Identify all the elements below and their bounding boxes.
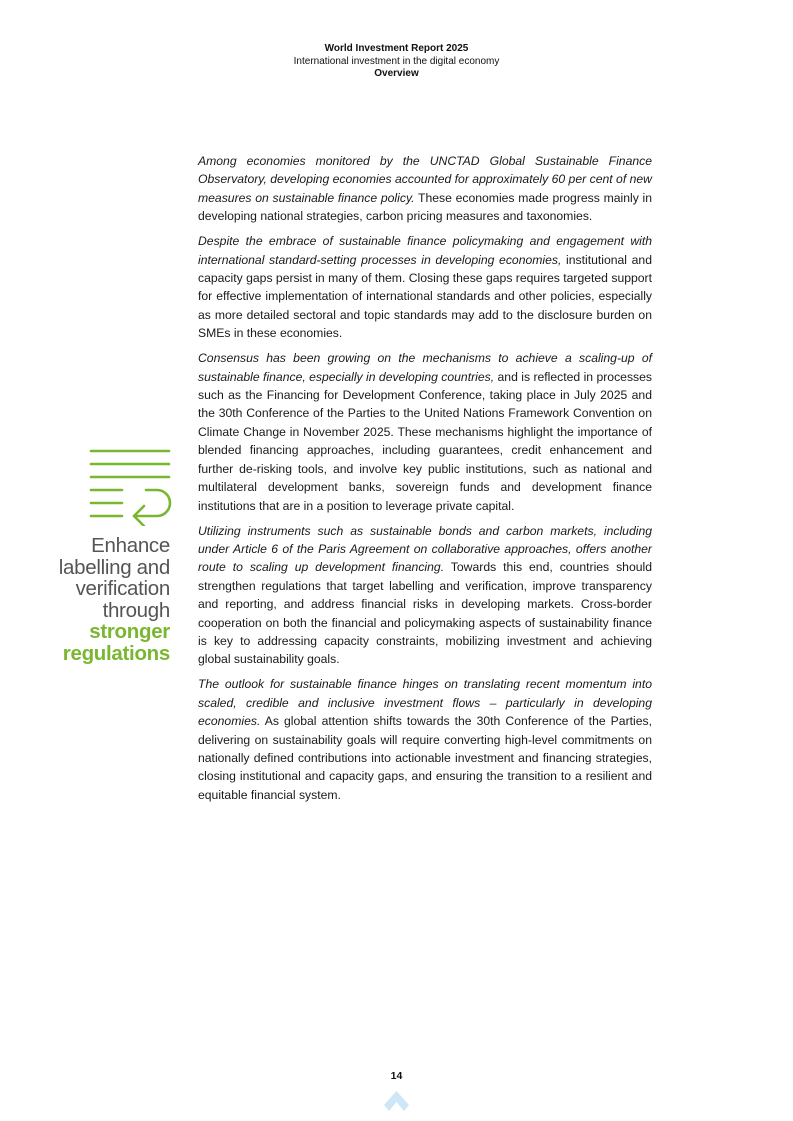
scroll-to-top-button[interactable] — [383, 1089, 410, 1114]
paragraph — [198, 349, 652, 515]
paragraph — [198, 522, 652, 669]
text-wrap-return-icon — [88, 446, 172, 526]
paragraph-lead: Consensus has been growing on the mechanisms to achieve a scaling-up of sustainable finance, especially in developing countries, — [198, 351, 652, 384]
caption-highlight: regulations — [62, 641, 170, 665]
paragraph — [198, 675, 652, 804]
paragraph-lead: Utilizing instruments such as sustainable bonds and carbon markets, including under Article 6 of the Paris Agreement on collaborative approaches, offers another route to scaling up development financing. — [198, 523, 652, 575]
page-header — [0, 43, 793, 81]
page-number: 14 — [390, 1070, 403, 1082]
chevron-up-icon — [383, 1089, 410, 1114]
caption-highlight: stronger — [89, 620, 170, 643]
paragraph-lead: Among economies monitored by the UNCTAD Global Sustainable Finance Observatory, developing economies accounted for approximately 60 per cent of new measures on sustainable finance policy. — [198, 154, 652, 205]
caption-line: Enhance — [91, 534, 170, 557]
body-text — [198, 152, 652, 811]
paragraph-body: These economies made progress mainly in developing national strategies, carbon pricing measures and taxonomies. — [198, 190, 652, 224]
paragraph-body: As global attention shifts towards the 30th Conference of the Parties, delivering on sustainability goals will require converting high-level commitments on nationally defined contributions into actionable investment and financing strategies, closing institutional and capacity gaps, and ensuring the transition to a resilient and equitable financial system. — [198, 714, 652, 802]
paragraph — [198, 152, 652, 226]
paragraph-body: institutional and capacity gaps persist in many of them. Closing these gaps requires targeted support for effective implementation of international standards and other policies, especially as more detailed sectoral and topic standards may add to the disclosure burden on SMEs in these economies. — [198, 252, 652, 341]
caption-line: through — [102, 598, 170, 622]
paragraph-lead: Despite the embrace of sustainable finance policymaking and engagement with international standard-setting processes in developing economies, — [198, 234, 652, 267]
caption-line: labelling and — [58, 555, 170, 579]
paragraph — [198, 232, 652, 342]
paragraph-lead: The outlook for sustainable finance hinges on translating recent momentum into scaled, credible and inclusive investment flows – particularly in developing economies. — [198, 677, 652, 729]
section-title: Overview — [374, 68, 419, 79]
caption-line: verification — [75, 577, 170, 600]
report-subtitle: International investment in the digital economy — [293, 55, 500, 67]
paragraph-body: and is reflected in processes such as the Financing for Development Conference, taking place in July 2025 and the 30th Conference of the Parties to the United Nations Framework Convention on Climate Change in November 2025. These mechanisms highlight the importance of blended financing approaches, including guarantees, credit enhancement and further de-risking tools, and involve key public institutions, such as national and multilateral development banks, sovereign funds and development finance institutions that are in a position to leverage private capital. — [198, 369, 653, 513]
report-title: World Investment Report 2025 — [324, 43, 469, 54]
sidebar-caption — [20, 535, 170, 664]
paragraph-body: Towards this end, countries should strengthen regulations that target labelling and verification, improve transparency and reporting, and address financial risks in developing markets. Cross-border cooperation on both the financial and policymaking aspects of sustainability finance is key to addressing capacity constraints, mobilizing investment and achieving global sustainability goals. — [198, 560, 652, 667]
